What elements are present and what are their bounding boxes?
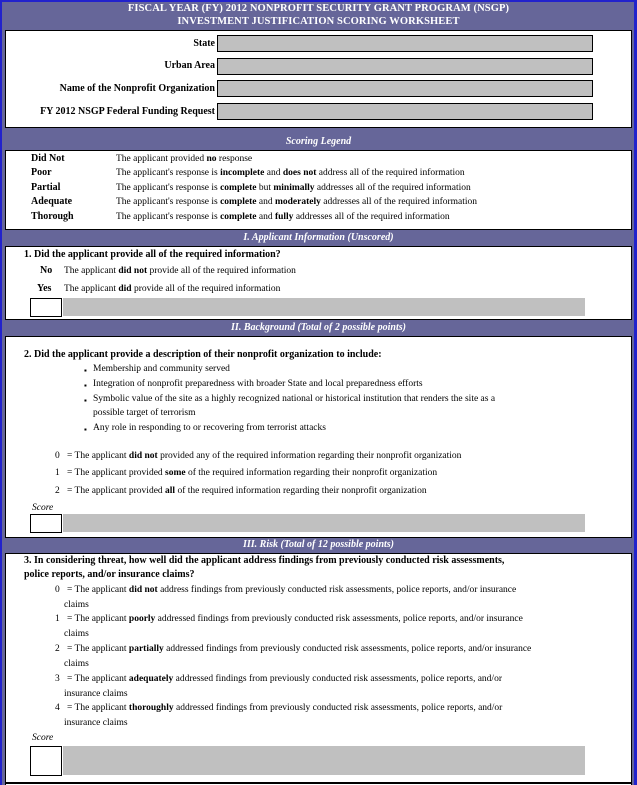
- legend-desc-partial: The applicant's response is complete but minimally addresses all of the required information: [116, 183, 471, 193]
- section-1-header: I. Applicant Information (Unscored): [243, 232, 394, 243]
- legend-desc-poor: The applicant's response is incomplete and does not address all of the required information: [116, 168, 465, 178]
- scoring-legend-header: Scoring Legend: [285, 136, 352, 147]
- section-3-score-bar: [63, 746, 585, 775]
- question-3-line-2: police reports, and/or insurance claims?: [24, 569, 195, 580]
- urban-area-field[interactable]: [217, 58, 593, 75]
- section-3-header: III. Risk (Total of 12 possible points): [242, 539, 395, 550]
- section-3-option-0-continued: claims: [64, 600, 89, 610]
- section-3-bottom-border: [5, 782, 632, 784]
- option-no-text: The applicant did not provide all of the required information: [64, 266, 296, 276]
- organization-name-label: Name of the Nonprofit Organization: [59, 83, 215, 94]
- section-2-option-2-score: 2: [55, 486, 60, 496]
- legend-desc-thorough: The applicant's response is complete and fully addresses all of the required information: [116, 212, 450, 222]
- section-3-option-1-text: = The applicant poorly addressed findings from previously conducted risk assessments, police reports, and/or insurance: [67, 614, 523, 624]
- funding-request-field[interactable]: [217, 103, 593, 120]
- section-3-score-input[interactable]: [30, 746, 62, 776]
- bullet-icon: ▪: [84, 396, 87, 405]
- section-3-option-2-text: = The applicant partially addressed findings from previously conducted risk assessments, police reports, and/or insurance: [67, 644, 532, 654]
- section-3-option-3-score: 3: [55, 674, 60, 684]
- option-yes-key: Yes: [37, 283, 52, 294]
- section-3-option-4-text: = The applicant thoroughly addressed findings from previously conducted risk assessments, police reports, and/or: [67, 703, 503, 713]
- legend-term-poor: Poor: [31, 167, 52, 178]
- section-1-answer-input[interactable]: [30, 298, 62, 317]
- section-3-option-1-score: 1: [55, 614, 60, 624]
- page-title-line1: FISCAL YEAR (FY) 2012 NONPROFIT SECURITY GRANT PROGRAM (NSGP): [127, 3, 510, 14]
- state-field[interactable]: [217, 35, 593, 52]
- bullet-item-1: Membership and community served: [93, 364, 230, 374]
- section-3-option-3-text: = The applicant adequately addressed findings from previously conducted risk assessments, police reports, and/or: [67, 674, 502, 684]
- section-2-score-label: Score: [32, 503, 54, 513]
- legend-term-thorough: Thorough: [31, 211, 74, 222]
- organization-name-field[interactable]: [217, 80, 593, 97]
- section-2-score-bar: [63, 514, 585, 532]
- legend-term-partial: Partial: [31, 182, 61, 193]
- bullet-item-3: Symbolic value of the site as a highly recognized national or historical institution that renders the site as a: [93, 394, 496, 404]
- section-3-option-3-continued: insurance claims: [64, 689, 128, 699]
- option-yes-text: The applicant did provide all of the required information: [64, 284, 281, 294]
- section-1-answer-bar: [63, 298, 585, 316]
- question-3-line-1: 3. In considering threat, how well did the applicant address findings from previously conducted risk assessments,: [24, 555, 505, 566]
- urban-area-label: Urban Area: [164, 60, 215, 71]
- legend-desc-adequate: The applicant's response is complete and moderately addresses all of the required information: [116, 197, 478, 207]
- bullet-icon: ▪: [84, 381, 87, 390]
- question-2: 2. Did the applicant provide a description of their nonprofit organization to include:: [24, 349, 382, 360]
- section-3-option-2-continued: claims: [64, 659, 89, 669]
- section-2-score-input[interactable]: [30, 514, 62, 533]
- section-3-option-0-text: = The applicant did not address findings from previously conducted risk assessments, police reports, and/or insurance: [67, 585, 517, 595]
- legend-term-adequate: Adequate: [31, 196, 73, 207]
- section-3-option-4-continued: insurance claims: [64, 718, 128, 728]
- state-label: State: [193, 38, 215, 49]
- section-3-score-label: Score: [32, 733, 54, 743]
- bullet-icon: ▪: [84, 425, 87, 434]
- section-2-option-0-text: = The applicant did not provided any of the required information regarding their nonprofit organization: [67, 451, 462, 461]
- section-2-header: II. Background (Total of 2 possible points): [231, 322, 406, 333]
- legend-term-did-not: Did Not: [31, 153, 65, 164]
- funding-request-label: FY 2012 NSGP Federal Funding Request: [40, 106, 215, 117]
- section-2-option-2-text: = The applicant provided all of the required information regarding their nonprofit organization: [67, 486, 427, 496]
- bullet-item-4: Any role in responding to or recovering from terrorist attacks: [93, 423, 326, 433]
- page-title-line2: INVESTMENT JUSTIFICATION SCORING WORKSHEET: [177, 16, 460, 27]
- bullet-item-3-continued: possible target of terrorism: [93, 408, 196, 418]
- section-3-option-4-score: 4: [55, 703, 60, 713]
- section-3-option-1-continued: claims: [64, 629, 89, 639]
- section-2-option-0-score: 0: [55, 451, 60, 461]
- section-2-option-1-score: 1: [55, 468, 60, 478]
- legend-desc-did-not: The applicant provided no response: [116, 154, 253, 164]
- section-2-option-1-text: = The applicant provided some of the required information regarding their nonprofit organization: [67, 468, 438, 478]
- question-1: 1. Did the applicant provide all of the required information?: [24, 249, 281, 260]
- bullet-item-2: Integration of nonprofit preparedness with broader State and local preparedness efforts: [93, 379, 423, 389]
- option-no-key: No: [40, 265, 53, 276]
- section-3-option-2-score: 2: [55, 644, 60, 654]
- bullet-icon: ▪: [84, 366, 87, 375]
- section-3-option-0-score: 0: [55, 585, 60, 595]
